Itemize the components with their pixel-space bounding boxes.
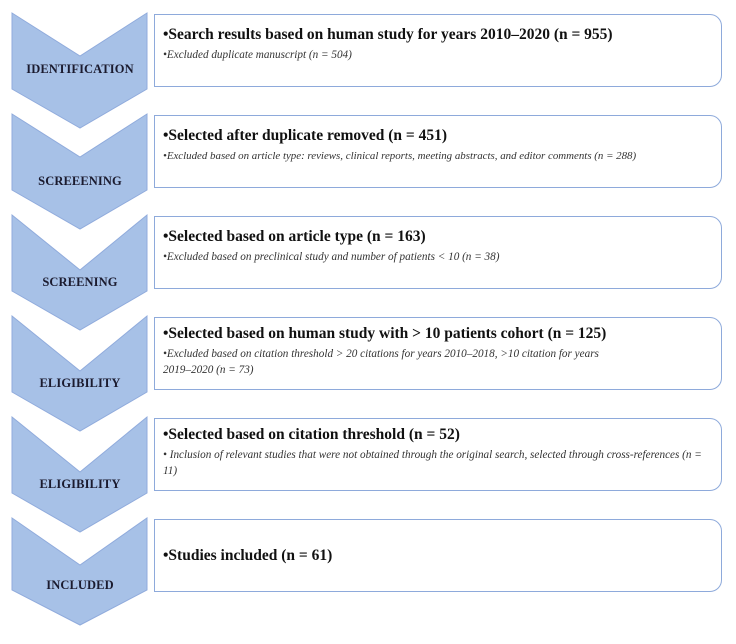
chevron-arrow-icon — [12, 114, 147, 229]
stage-main-text: •Selected based on citation threshold (n = 52) — [163, 426, 460, 443]
stage-label-identification: IDENTIFICATION — [26, 62, 134, 76]
chevron-arrow-icon — [12, 417, 147, 532]
chevron-arrow-icon — [12, 518, 147, 625]
stage-sub-text: • Inclusion of relevant studies that were not obtained through the original search, selected through cross-references (n = 11) — [163, 449, 702, 477]
stage-main-text: •Selected after duplicate removed (n = 451) — [163, 127, 448, 144]
stage-main-text: •Selected based on human study with > 10 patients cohort (n = 125) — [163, 325, 607, 342]
stage-box-identification — [154, 14, 722, 87]
stage-main-text: •Studies included (n = 61) — [163, 546, 333, 564]
stage-main-text: •Search results based on human study for years 2010–2020 (n = 955) — [163, 26, 613, 43]
stage-label-screening-2: SCREENING — [42, 275, 118, 289]
chevron-arrow-icon — [12, 215, 147, 330]
chevron-arrow-icon — [12, 316, 147, 431]
stage-box-screening-2 — [154, 216, 722, 289]
stage-sub-text: •Excluded based on citation threshold > 20 citations for years 2010–2018, >10 citation for years 2019–2020 (n = 73) — [163, 348, 599, 376]
stage-sub-text: •Excluded based on article type: reviews, clinical reports, meeting abstracts, and editor comments (n = 288) — [163, 150, 637, 162]
stage-box-included — [154, 519, 722, 592]
stage-sub-text: •Excluded duplicate manuscript (n = 504) — [163, 49, 352, 61]
stage-label-screening-1: SCREEENING — [38, 174, 122, 188]
stage-box-eligibility-2 — [154, 418, 722, 491]
stage-box-eligibility-1 — [154, 317, 722, 390]
stage-main-text: •Selected based on article type (n = 163) — [163, 228, 426, 245]
stage-box-screening-1 — [154, 115, 722, 188]
stage-sub-text: •Excluded based on preclinical study and number of patients < 10 (n = 38) — [163, 251, 500, 263]
stage-label-eligibility-2: ELIGIBILITY — [39, 477, 121, 491]
stage-label-eligibility-1: ELIGIBILITY — [39, 376, 121, 390]
stage-label-included: INCLUDED — [46, 578, 114, 592]
